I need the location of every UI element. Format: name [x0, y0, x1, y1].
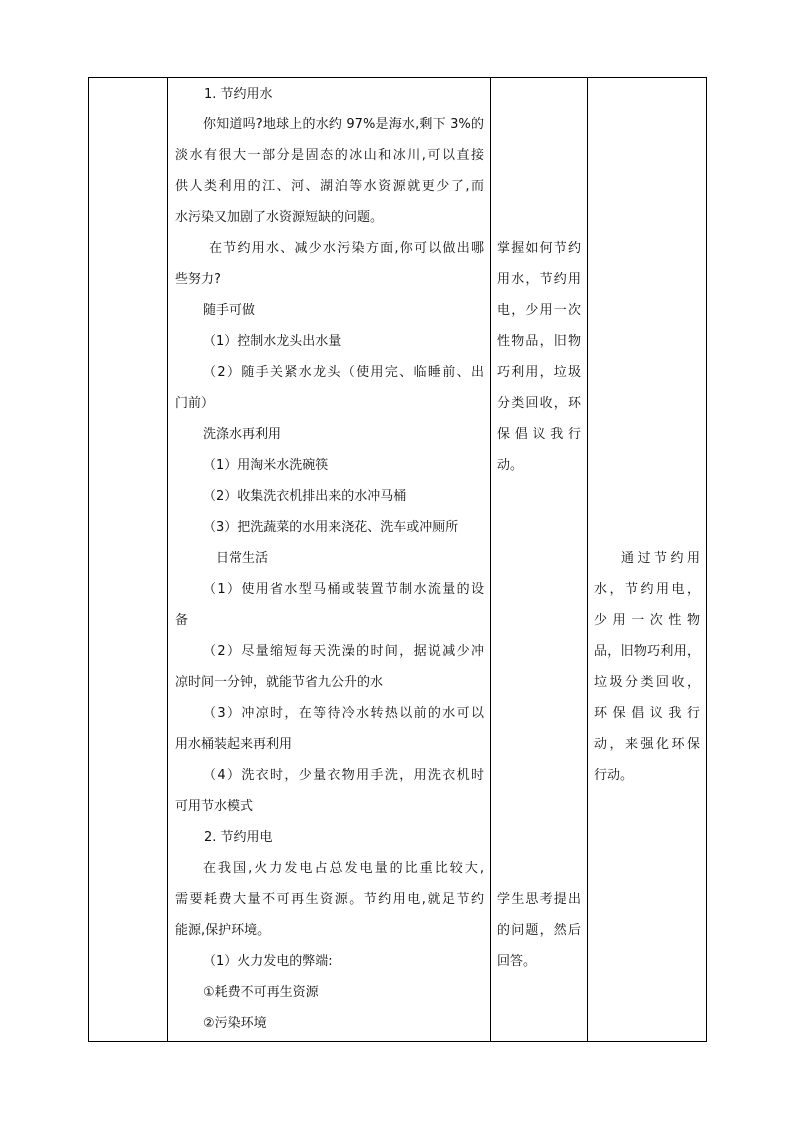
activity-line: 电，少用一次: [497, 303, 581, 318]
intent-line: 水，节约用电，: [594, 582, 700, 597]
content-line: 用水桶装起来再利用: [175, 737, 293, 752]
content-line: 在节约用水、减少水污染方面,你可以做出哪: [209, 241, 484, 256]
activity-line: 分类回收，环: [497, 396, 581, 411]
intent-line: 行动。: [594, 768, 634, 783]
intent-line: 垃圾分类回收，: [594, 675, 700, 690]
content-line: （2）收集洗衣机排出来的水冲马桶: [203, 489, 407, 504]
activity-line: 用水，节约用: [497, 272, 581, 287]
content-line: （1）火力发电的弊端:: [203, 954, 333, 969]
content-line: （1）使用省水型马桶或装置节制水流量的设: [203, 582, 484, 597]
column-student-activity: [491, 78, 587, 1041]
content-line: 门前）: [175, 396, 215, 411]
content-line: 随手可做: [203, 303, 256, 318]
content-line: （1）用淘米水洗碗筷: [203, 458, 329, 473]
column-teaching-content: [168, 78, 490, 1041]
intent-line: 少用一次性物: [594, 613, 700, 628]
content-line: （3）冲凉时，在等待冷水转热以前的水可以: [203, 706, 484, 721]
activity-line: 的问题，然后: [497, 923, 581, 938]
content-line: （1）控制水龙头出水量: [203, 334, 342, 349]
intent-line: 动，来强化环保: [594, 737, 700, 752]
content-line: 需要耗费大量不可再生资源。节约用电,就足节约: [175, 892, 484, 907]
content-line: 备: [175, 613, 189, 628]
activity-line: 保倡议我行: [497, 427, 581, 442]
content-line: 供人类利用的江、河、湖泊等水资源就更少了,而: [175, 179, 484, 194]
content-line: 凉时间一分钟，就能节省九公升的水: [175, 675, 384, 690]
activity-line: 学生思考提出: [497, 892, 581, 907]
content-line: 淡水有很大一部分是固态的冰山和冰川,可以直接: [175, 148, 484, 163]
content-line: 2. 节约用电: [204, 830, 273, 845]
content-line: 洗涤水再利用: [203, 427, 282, 442]
content-line: 水污染又加剧了水资源短缺的问题。: [175, 210, 384, 225]
content-line: （2）随手关紧水龙头（使用完、临睡前、出: [203, 365, 484, 380]
content-line: 能源,保护环境。: [175, 923, 271, 938]
content-line: 1. 节约用水: [204, 87, 273, 102]
activity-line: 回答。: [497, 954, 537, 969]
content-line: （2）尽量缩短每天洗澡的时间，据说减少冲: [203, 644, 484, 659]
content-line: （4）洗衣时，少量衣物用手洗，用洗衣机时: [203, 768, 484, 783]
content-line: 在我国,火力发电占总发电量的比重比较大,: [203, 861, 484, 876]
column-design-intent: [588, 78, 706, 1041]
activity-line: 性物品，旧物: [497, 334, 581, 349]
content-line: 日常生活: [216, 551, 269, 566]
activity-line: 掌握如何节约: [497, 241, 581, 256]
activity-line: 巧利用，垃圾: [497, 365, 581, 380]
lesson-plan-table: [88, 77, 707, 1042]
content-line: 你知道吗?地球上的水约 97%是海水,剩下 3%的: [203, 117, 484, 132]
intent-line: 通过节约用: [621, 551, 700, 566]
content-line: 些努力?: [175, 272, 221, 287]
content-line: （3）把洗蔬菜的水用来浇花、洗车或冲厕所: [203, 520, 459, 535]
intent-line: 环保倡议我行: [594, 706, 700, 721]
activity-line: 动。: [497, 458, 524, 473]
intent-line: 品，旧物巧利用，: [594, 644, 700, 659]
column-empty: [89, 78, 167, 1041]
content-line: 可用节水模式: [175, 799, 254, 814]
content-line: ②污染环境: [203, 1016, 267, 1031]
content-line: ①耗费不可再生资源: [203, 985, 319, 1000]
